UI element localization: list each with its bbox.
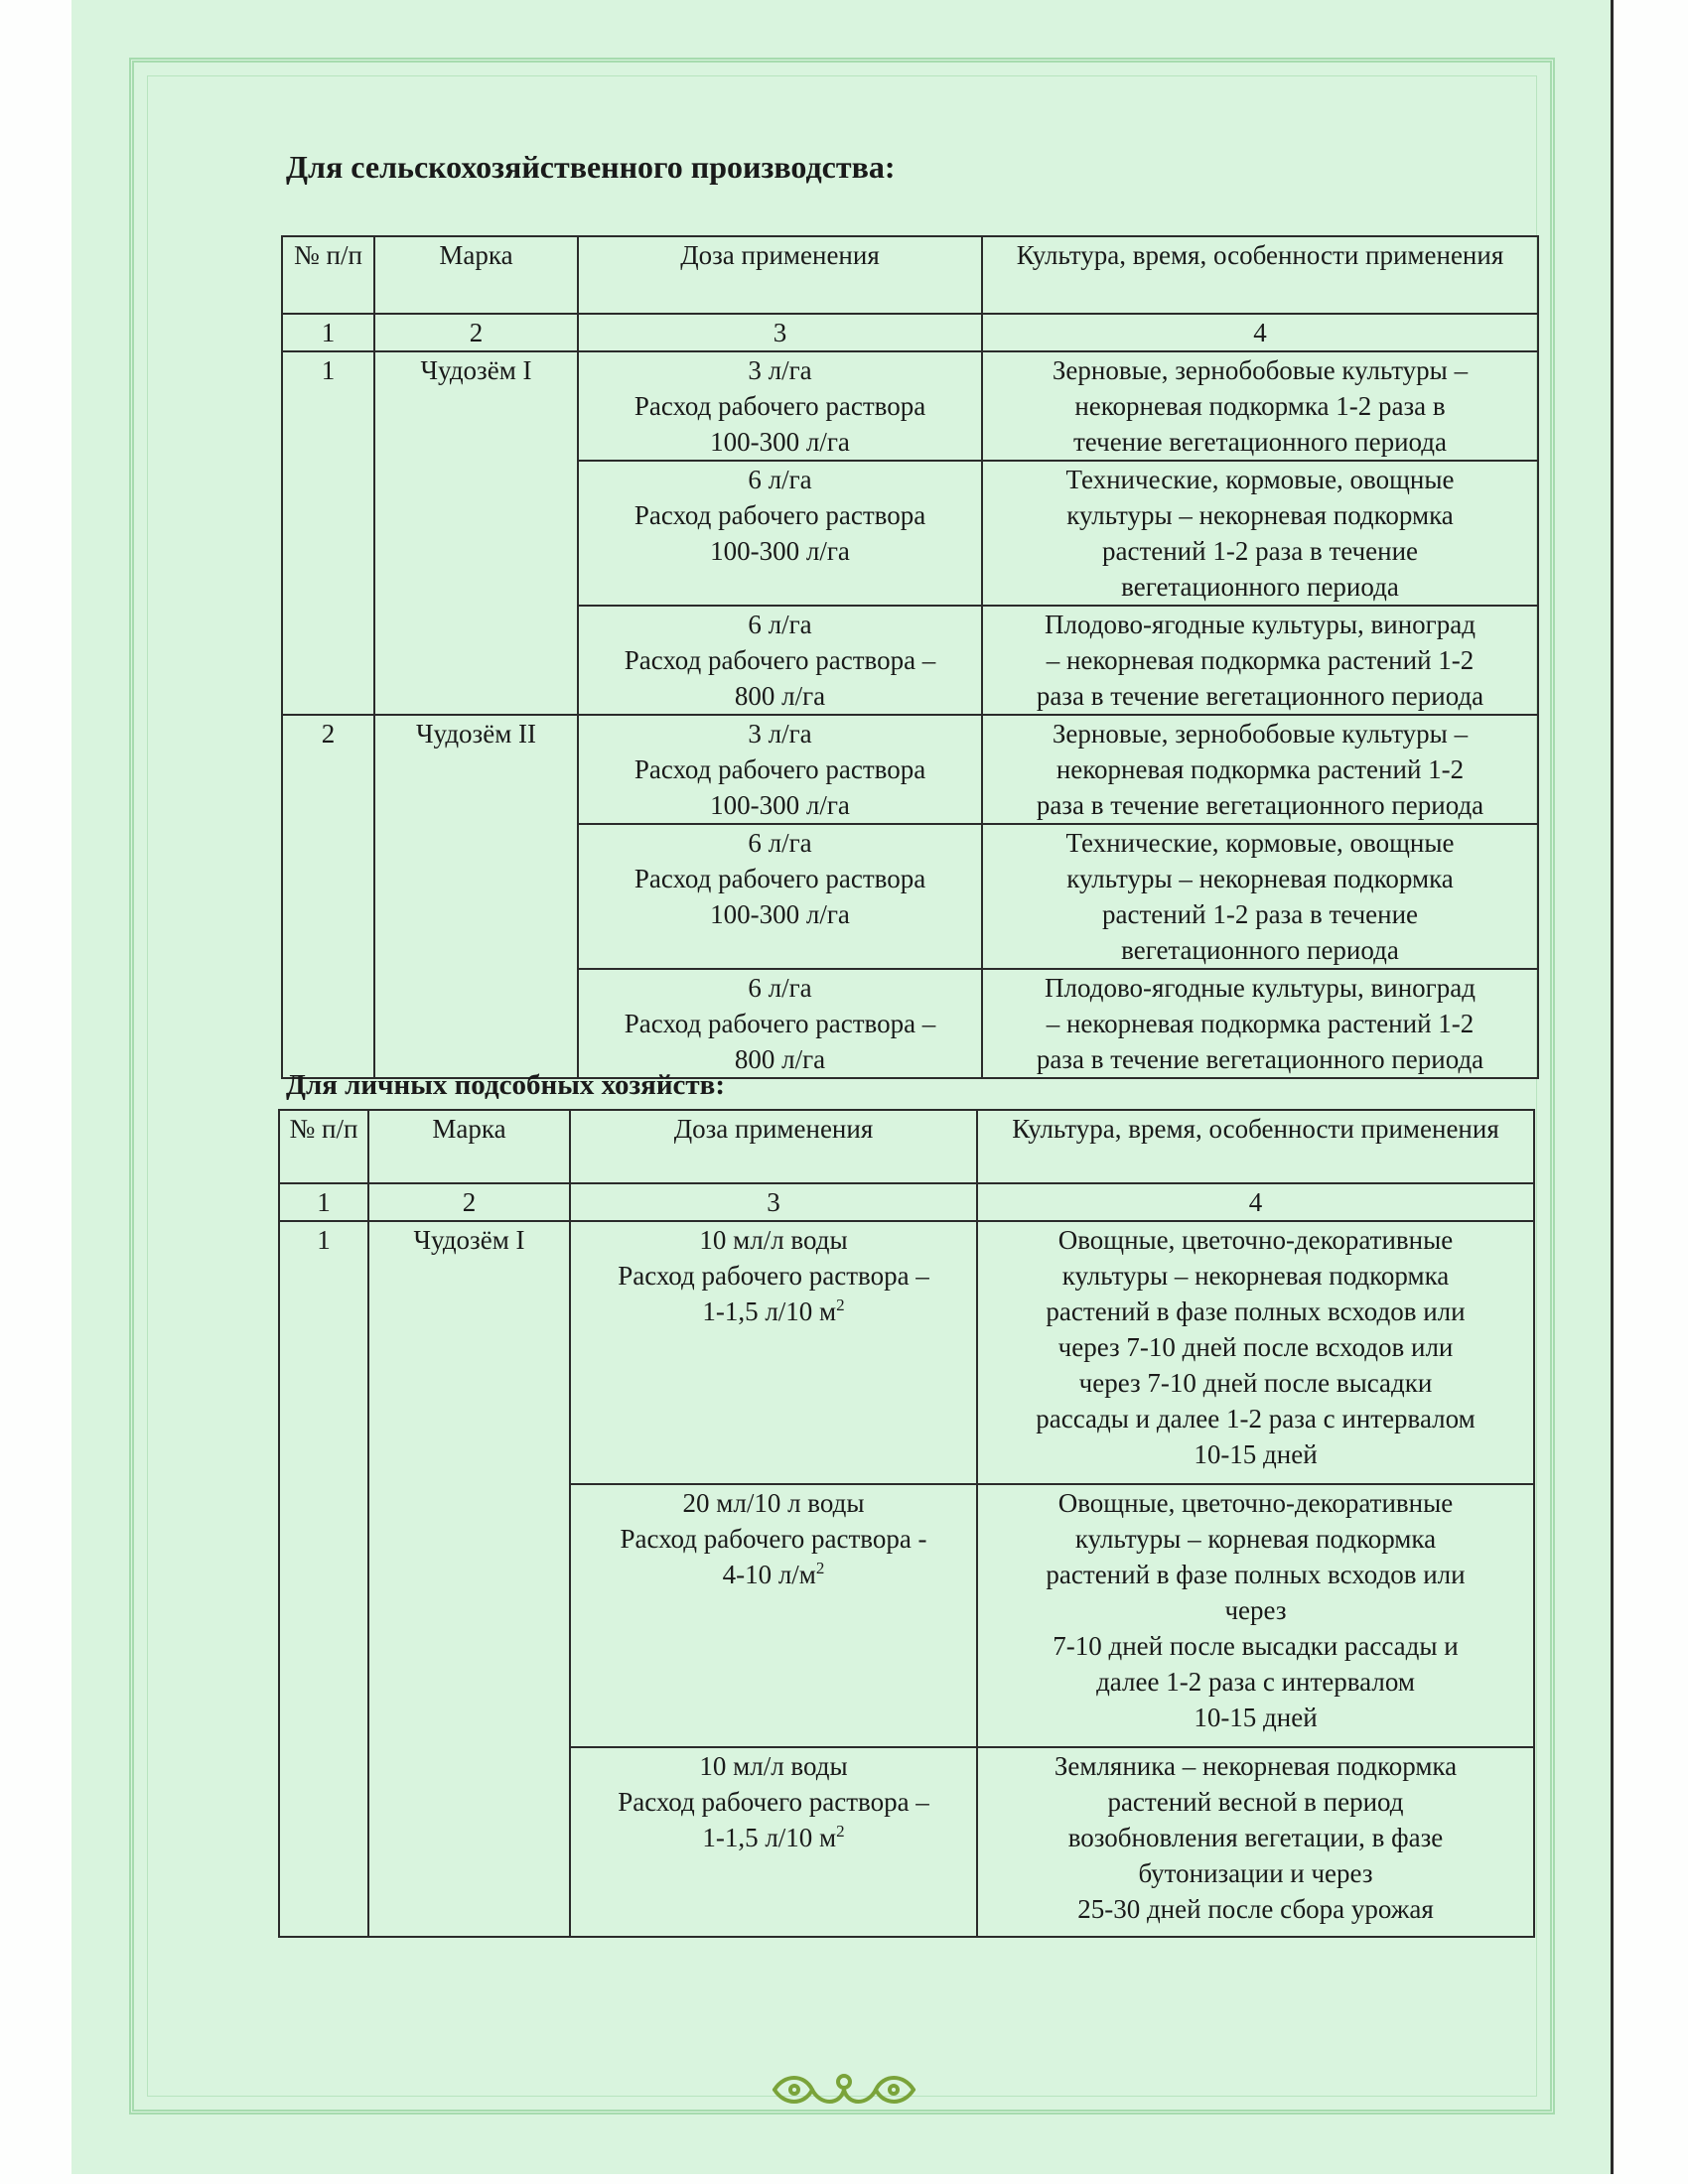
dose-line: Расход рабочего раствора - bbox=[620, 1524, 927, 1554]
usage-line: растений 1-2 раза в течение bbox=[1101, 536, 1419, 566]
usage-line: рассады и далее 1-2 раза с интервалом bbox=[1036, 1404, 1476, 1433]
table-row bbox=[282, 351, 1538, 461]
usage-line: Технические, кормовые, овощные bbox=[1065, 828, 1455, 858]
col-num-2: 2 bbox=[368, 1183, 570, 1221]
dose-line: 100-300 л/га bbox=[710, 790, 850, 820]
dose-line bbox=[577, 1294, 970, 1329]
usage-line: растений весной в период bbox=[1107, 1787, 1404, 1817]
agricultural-table bbox=[281, 235, 1539, 1079]
dose-line: 10 мл/л воды bbox=[699, 1225, 848, 1255]
table-row bbox=[279, 1221, 1534, 1484]
usage-line: течение вегетационного периода bbox=[1073, 427, 1447, 457]
usage-line: культуры – корневая подкормка bbox=[1074, 1524, 1437, 1554]
col-num-4: 4 bbox=[982, 314, 1538, 351]
usage-line: вегетационного периода bbox=[1121, 935, 1399, 965]
dose-line: Расход рабочего раствора bbox=[633, 754, 926, 784]
dose-line: 3 л/га bbox=[748, 719, 812, 749]
superscript: 2 bbox=[815, 1559, 825, 1577]
usage-cell bbox=[977, 1221, 1534, 1484]
dose-line: 100-300 л/га bbox=[710, 899, 850, 929]
dose-line: Расход рабочего раствора – bbox=[618, 1787, 929, 1817]
usage-line: Зерновые, зернобобовые культуры – bbox=[1052, 355, 1469, 385]
section-title-agricultural: Для сельскохозяйственного производства: bbox=[286, 149, 896, 185]
dose-cell bbox=[578, 969, 982, 1078]
table-row bbox=[282, 715, 1538, 824]
dose-line bbox=[577, 1820, 970, 1855]
usage-line: Технические, кормовые, овощные bbox=[1065, 465, 1455, 494]
usage-line: Плодово-ягодные культуры, виноград bbox=[1045, 973, 1476, 1003]
header-dose: Доза применения bbox=[570, 1110, 977, 1183]
dose-cell bbox=[578, 461, 982, 606]
usage-line: – некорневая подкормка растений 1-2 bbox=[1046, 645, 1475, 675]
dose-cell bbox=[578, 715, 982, 824]
column-number-row bbox=[282, 314, 1538, 351]
usage-line: Овощные, цветочно-декоративные bbox=[1057, 1225, 1454, 1255]
dose-line: Расход рабочего раствора bbox=[633, 864, 926, 893]
usage-line: Овощные, цветочно-декоративные bbox=[1057, 1488, 1454, 1518]
usage-line: растений в фазе полных всходов или bbox=[1046, 1560, 1466, 1589]
header-usage: Культура, время, особенности применения bbox=[977, 1110, 1534, 1183]
table-header-row bbox=[282, 236, 1538, 314]
usage-line: возобновления вегетации, в фазе bbox=[1067, 1823, 1444, 1852]
header-brand: Марка bbox=[374, 236, 578, 314]
dose-line: 6 л/га bbox=[748, 610, 812, 639]
dose-cell bbox=[578, 824, 982, 969]
row-num: 1 bbox=[279, 1221, 368, 1937]
col-num-2: 2 bbox=[374, 314, 578, 351]
dose-cell bbox=[578, 606, 982, 715]
dose-line: 100-300 л/га bbox=[710, 427, 850, 457]
usage-line: растений в фазе полных всходов или bbox=[1046, 1297, 1466, 1326]
superscript: 2 bbox=[836, 1822, 845, 1841]
dose-line: 3 л/га bbox=[748, 355, 812, 385]
col-num-3: 3 bbox=[578, 314, 982, 351]
usage-line: через 7-10 дней после всходов или bbox=[1057, 1332, 1454, 1362]
dose-line: 100-300 л/га bbox=[710, 536, 850, 566]
usage-cell bbox=[982, 969, 1538, 1078]
usage-cell bbox=[982, 824, 1538, 969]
brand-name: Чудозём I bbox=[374, 351, 578, 715]
dose-cell bbox=[570, 1747, 977, 1937]
usage-line: некорневая подкормка 1-2 раза в bbox=[1074, 391, 1446, 421]
dose-line: 800 л/га bbox=[734, 1044, 826, 1074]
usage-line: раза в течение вегетационного периода bbox=[1036, 790, 1484, 820]
header-num: № п/п bbox=[279, 1110, 368, 1183]
dose-line: 800 л/га bbox=[734, 681, 826, 711]
usage-cell bbox=[982, 351, 1538, 461]
brand-name: Чудозём II bbox=[374, 715, 578, 1078]
dose-line: 20 мл/10 л воды bbox=[682, 1488, 865, 1518]
usage-line: культуры – некорневая подкормка bbox=[1066, 864, 1454, 893]
usage-line: раза в течение вегетационного периода bbox=[1036, 681, 1484, 711]
usage-line: вегетационного периода bbox=[1121, 572, 1399, 602]
usage-line: далее 1-2 раза с интервалом bbox=[1096, 1667, 1415, 1697]
dose-line: Расход рабочего раствора – bbox=[618, 1261, 929, 1291]
dose-line: Расход рабочего раствора – bbox=[624, 645, 936, 675]
dose-line: Расход рабочего раствора bbox=[633, 391, 926, 421]
usage-line: Зерновые, зернобобовые культуры – bbox=[1052, 719, 1469, 749]
private-households-table bbox=[278, 1109, 1535, 1938]
usage-cell bbox=[982, 461, 1538, 606]
usage-line: 25-30 дней после сбора урожая bbox=[1077, 1894, 1434, 1924]
header-usage: Культура, время, особенности применения bbox=[982, 236, 1538, 314]
dose-cell bbox=[578, 351, 982, 461]
usage-line: раза в течение вегетационного периода bbox=[1036, 1044, 1484, 1074]
usage-line: Земляника – некорневая подкормка bbox=[1054, 1751, 1458, 1781]
col-num-3: 3 bbox=[570, 1183, 977, 1221]
dose-line bbox=[577, 1557, 970, 1592]
usage-line: культуры – некорневая подкормка bbox=[1061, 1261, 1450, 1291]
dose-value: 1-1,5 л/10 м bbox=[702, 1823, 837, 1852]
usage-cell bbox=[977, 1747, 1534, 1937]
row-num: 1 bbox=[282, 351, 374, 715]
usage-line: 10-15 дней bbox=[1194, 1703, 1318, 1732]
ornament-icon bbox=[765, 2068, 923, 2112]
dose-line: 6 л/га bbox=[748, 973, 812, 1003]
table-header-row bbox=[279, 1110, 1534, 1183]
usage-line: культуры – некорневая подкормка bbox=[1066, 500, 1454, 530]
dose-value: 4-10 л/м bbox=[722, 1560, 816, 1589]
header-dose: Доза применения bbox=[578, 236, 982, 314]
usage-line: 10-15 дней bbox=[1194, 1439, 1318, 1469]
usage-line: растений 1-2 раза в течение bbox=[1101, 899, 1419, 929]
usage-line: через bbox=[1224, 1595, 1287, 1625]
usage-line: Плодово-ягодные культуры, виноград bbox=[1045, 610, 1476, 639]
usage-cell bbox=[982, 606, 1538, 715]
dose-cell bbox=[570, 1221, 977, 1484]
usage-line: 7-10 дней после высадки рассады и bbox=[1053, 1631, 1459, 1661]
dose-line: 10 мл/л воды bbox=[699, 1751, 848, 1781]
usage-line: – некорневая подкормка растений 1-2 bbox=[1046, 1009, 1475, 1038]
col-num-1: 1 bbox=[279, 1183, 368, 1221]
usage-line: некорневая подкормка растений 1-2 bbox=[1055, 754, 1465, 784]
dose-line: Расход рабочего раствора – bbox=[624, 1009, 936, 1038]
dose-value: 1-1,5 л/10 м bbox=[702, 1297, 837, 1326]
dose-line: 6 л/га bbox=[748, 465, 812, 494]
section-title-private: Для личных подсобных хозяйств: bbox=[286, 1069, 725, 1101]
usage-line: через 7-10 дней после высадки bbox=[1078, 1368, 1433, 1398]
column-number-row bbox=[279, 1183, 1534, 1221]
col-num-4: 4 bbox=[977, 1183, 1534, 1221]
col-num-1: 1 bbox=[282, 314, 374, 351]
usage-cell bbox=[982, 715, 1538, 824]
usage-line: бутонизации и через bbox=[1138, 1858, 1373, 1888]
brand-name: Чудозём I bbox=[368, 1221, 570, 1937]
dose-line: Расход рабочего раствора bbox=[633, 500, 926, 530]
dose-line: 6 л/га bbox=[748, 828, 812, 858]
row-num: 2 bbox=[282, 715, 374, 1078]
dose-cell bbox=[570, 1484, 977, 1747]
header-num: № п/п bbox=[282, 236, 374, 314]
superscript: 2 bbox=[836, 1296, 845, 1314]
header-brand: Марка bbox=[368, 1110, 570, 1183]
usage-cell bbox=[977, 1484, 1534, 1747]
